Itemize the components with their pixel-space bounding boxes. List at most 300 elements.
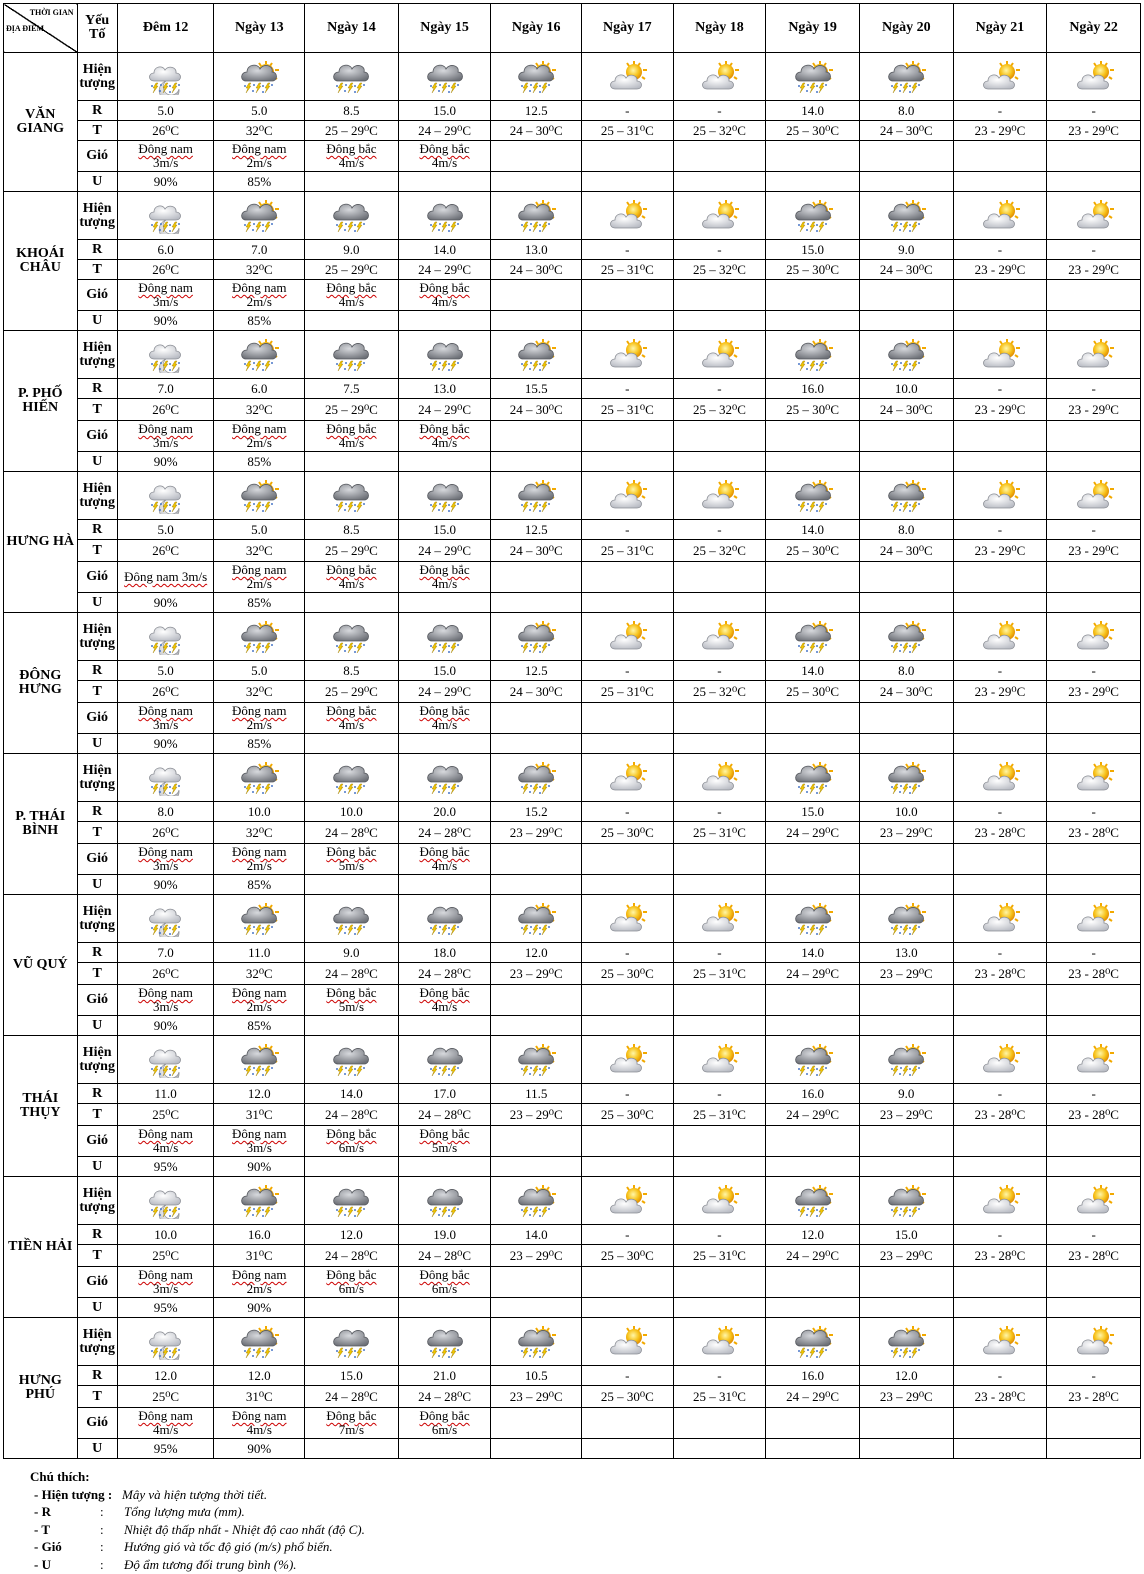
rain-value: 14.0: [766, 943, 860, 963]
humidity-value: [398, 452, 491, 472]
rain-value: 19.0: [398, 1225, 491, 1245]
rain-value: 17.0: [398, 1084, 491, 1104]
icon-cell: [398, 1036, 491, 1084]
icon-cell: [214, 1036, 305, 1084]
element-label: T: [77, 540, 117, 562]
sun-thunderstorm-icon: [516, 901, 556, 937]
icon-cell: [305, 1177, 399, 1225]
icon-cell: [491, 1177, 582, 1225]
sun-thunderstorm-icon: [516, 1324, 556, 1360]
phenomenon-row: [4, 895, 1141, 943]
temperature-value: 24 – 29⁰C: [398, 121, 491, 141]
humidity-value: 90%: [117, 593, 214, 613]
humidity-value: [673, 1298, 766, 1318]
wind-speed: 4m/s: [431, 435, 458, 450]
element-label: R: [77, 802, 117, 822]
wind-value: [953, 421, 1047, 452]
icon-cell: [673, 192, 766, 240]
humidity-value: [398, 734, 491, 754]
wind-value: [582, 421, 674, 452]
temperature-value: 23 - 29⁰C: [953, 399, 1047, 421]
rain-value: 14.0: [766, 661, 860, 681]
partly-sunny-icon: [607, 1183, 647, 1219]
partly-sunny-icon: [607, 198, 647, 234]
wind-value: [398, 421, 491, 452]
element-label: T: [77, 1386, 117, 1408]
temperature-value: 31⁰C: [214, 1386, 305, 1408]
legend-item: [30, 1521, 365, 1539]
humidity-value: [398, 1298, 491, 1318]
wind-value: [582, 1408, 674, 1439]
wind-direction: Đông bắc: [419, 703, 470, 718]
sun-thunderstorm-icon: [793, 619, 833, 655]
icon-cell: [1047, 613, 1141, 661]
rain-value: 15.5: [491, 379, 582, 399]
element-label: U: [77, 1298, 117, 1318]
rain-value: 8.5: [305, 520, 399, 540]
humidity-value: [859, 593, 953, 613]
wind-speed: 2m/s: [246, 435, 272, 450]
temperature-value: 26⁰C: [117, 822, 214, 844]
wind-value: [117, 421, 214, 452]
legend-title: Chú thích:: [30, 1469, 90, 1484]
icon-cell: [214, 331, 305, 379]
icon-cell: [214, 192, 305, 240]
icon-cell: [859, 1036, 953, 1084]
icon-cell: [398, 192, 491, 240]
wind-value: [1047, 421, 1141, 452]
humidity-value: [673, 1016, 766, 1036]
partly-sunny-icon: [607, 1042, 647, 1078]
humidity-value: 90%: [214, 1157, 305, 1177]
partly-sunny-icon: [607, 478, 647, 514]
wind-value: [214, 844, 305, 875]
element-label: U: [77, 1439, 117, 1459]
humidity-value: [859, 452, 953, 472]
phenomenon-row: [4, 1036, 1141, 1084]
wind-direction: Đông bắc: [419, 141, 470, 156]
icon-cell: [117, 472, 214, 520]
temperature-row: [4, 1104, 1141, 1126]
element-label: Hiện tượng: [77, 895, 117, 943]
partly-sunny-icon: [1074, 59, 1114, 95]
temperature-value: 26⁰C: [117, 399, 214, 421]
temperature-value: 25⁰C: [117, 1245, 214, 1267]
forecast-table: [3, 3, 1141, 1459]
rain-value: 14.0: [305, 1084, 399, 1104]
icon-cell: [673, 754, 766, 802]
rain-value: 16.0: [766, 379, 860, 399]
legend-text: Tổng lượng mưa (mm).: [124, 1504, 245, 1519]
wind-direction: Đông bắc: [326, 562, 377, 577]
rain-value: 10.0: [859, 802, 953, 822]
temperature-value: 25 – 30⁰C: [766, 260, 860, 280]
temperature-value: 32⁰C: [214, 260, 305, 280]
legend-item: [30, 1486, 365, 1504]
humidity-value: [305, 875, 399, 895]
humidity-row: [4, 1016, 1141, 1036]
rain-value: 10.0: [117, 1225, 214, 1245]
wind-speed: 3m/s: [152, 717, 179, 732]
wind-speed: 4m/s: [338, 576, 365, 591]
wind-speed: 4m/s: [431, 576, 458, 591]
humidity-value: [398, 1439, 491, 1459]
legend-key: - T: [34, 1521, 51, 1537]
location-name: P. THÁI BÌNH: [4, 754, 78, 895]
humidity-value: [766, 593, 860, 613]
temperature-value: 25 – 29⁰C: [305, 399, 399, 421]
wind-value: [582, 703, 674, 734]
wind-value: [305, 562, 399, 593]
humidity-value: [305, 311, 399, 331]
legend-item: [30, 1503, 365, 1521]
icon-cell: [117, 331, 214, 379]
wind-speed: 6m/s: [338, 1281, 365, 1296]
wind-value: [491, 1126, 582, 1157]
sun-thunderstorm-icon: [516, 760, 556, 796]
wind-value: [766, 1408, 860, 1439]
wind-value: [305, 280, 399, 311]
humidity-value: [673, 311, 766, 331]
icon-cell: [398, 754, 491, 802]
temperature-value: 25 – 31⁰C: [673, 1245, 766, 1267]
wind-direction: Đông bắc: [326, 703, 377, 718]
wind-speed: 2m/s: [246, 999, 272, 1014]
icon-cell: [673, 472, 766, 520]
temperature-value: 24 – 28⁰C: [305, 963, 399, 985]
wind-value: [491, 985, 582, 1016]
icon-cell: [305, 1036, 399, 1084]
rain-value: 13.0: [491, 240, 582, 260]
wind-value: [305, 141, 399, 172]
wind-direction: Đông nam: [232, 1408, 287, 1423]
rain-value: -: [673, 802, 766, 822]
wind-value: [766, 985, 860, 1016]
temperature-value: 25⁰C: [117, 1386, 214, 1408]
icon-cell: [673, 331, 766, 379]
corner-time-label: THỜI GIAN: [29, 8, 74, 17]
icon-cell: [305, 1318, 399, 1366]
element-label: T: [77, 121, 117, 141]
temperature-value: 24 – 30⁰C: [491, 260, 582, 280]
wind-value: [766, 141, 860, 172]
rain-value: 12.0: [214, 1366, 305, 1386]
element-label: R: [77, 379, 117, 399]
icon-cell: [214, 1318, 305, 1366]
partly-sunny-icon: [1074, 198, 1114, 234]
temperature-value: 25 – 32⁰C: [673, 399, 766, 421]
sun-thunderstorm-icon: [886, 198, 926, 234]
location-name: P. PHỐ HIẾN: [4, 331, 78, 472]
temperature-value: 26⁰C: [117, 260, 214, 280]
humidity-row: [4, 875, 1141, 895]
location-name: KHOÁI CHÂU: [4, 192, 78, 331]
wind-value: [582, 1126, 674, 1157]
humidity-value: [398, 1016, 491, 1036]
wind-speed: 5m/s: [431, 1140, 458, 1155]
wind-value: [766, 844, 860, 875]
wind-value: [214, 1267, 305, 1298]
wind-value: [1047, 1267, 1141, 1298]
wind-speed: 3m/s: [152, 1281, 179, 1296]
humidity-value: [1047, 172, 1141, 192]
icon-cell: [582, 895, 674, 943]
wind-direction: Đông nam: [138, 844, 193, 859]
temperature-value: 25⁰C: [117, 1104, 214, 1126]
icon-cell: [859, 1177, 953, 1225]
cloudy-night-thunderstorm-icon: [146, 619, 186, 655]
rain-value: 9.0: [859, 240, 953, 260]
humidity-value: [398, 172, 491, 192]
wind-row: [4, 141, 1141, 172]
rain-row: [4, 101, 1141, 121]
icon-cell: [953, 1318, 1047, 1366]
rain-value: -: [673, 1366, 766, 1386]
rain-value: 5.0: [117, 101, 214, 121]
temperature-value: 23 – 29⁰C: [859, 963, 953, 985]
humidity-value: [491, 311, 582, 331]
wind-value: [859, 280, 953, 311]
rain-value: 9.0: [859, 1084, 953, 1104]
wind-direction: Đông bắc: [419, 280, 470, 295]
humidity-value: [305, 1439, 399, 1459]
icon-cell: [766, 895, 860, 943]
wind-value: [214, 280, 305, 311]
temperature-row: [4, 1386, 1141, 1408]
wind-direction: Đông bắc: [326, 1126, 377, 1141]
temperature-value: 23 – 29⁰C: [859, 1245, 953, 1267]
humidity-value: [953, 1016, 1047, 1036]
icon-cell: [766, 754, 860, 802]
element-label: Hiện tượng: [77, 472, 117, 520]
element-label: Gió: [77, 1126, 117, 1157]
icon-cell: [1047, 1036, 1141, 1084]
cloudy-night-thunderstorm-icon: [146, 1042, 186, 1078]
sun-thunderstorm-icon: [239, 59, 279, 95]
day-header: Ngày 19: [766, 4, 860, 53]
partly-sunny-icon: [1074, 337, 1114, 373]
wind-value: [1047, 985, 1141, 1016]
wind-value: [491, 703, 582, 734]
wind-value: [673, 1267, 766, 1298]
wind-speed: 4m/s: [431, 717, 458, 732]
icon-cell: [766, 192, 860, 240]
legend-colon: :: [100, 1521, 104, 1537]
wind-value: [491, 280, 582, 311]
wind-speed: 4m/s: [152, 1140, 179, 1155]
wind-value: [1047, 1126, 1141, 1157]
sun-thunderstorm-icon: [239, 760, 279, 796]
element-label: R: [77, 240, 117, 260]
wind-value: [398, 844, 491, 875]
humidity-value: [582, 452, 674, 472]
day-header: Ngày 13: [214, 4, 305, 53]
element-label: R: [77, 943, 117, 963]
temperature-value: 23 - 28⁰C: [953, 1104, 1047, 1126]
icon-cell: [214, 472, 305, 520]
temperature-value: 23 - 29⁰C: [1047, 121, 1141, 141]
wind-value: [766, 562, 860, 593]
temperature-value: 25 – 31⁰C: [673, 1386, 766, 1408]
wind-direction: Đông bắc: [326, 1267, 377, 1282]
humidity-value: [859, 875, 953, 895]
humidity-value: [398, 1157, 491, 1177]
temperature-value: 25 – 31⁰C: [673, 822, 766, 844]
element-label: Gió: [77, 1408, 117, 1439]
wind-value: [491, 1267, 582, 1298]
sun-thunderstorm-icon: [886, 1183, 926, 1219]
partly-sunny-icon: [699, 901, 739, 937]
rain-value: -: [673, 1084, 766, 1104]
wind-speed: 4m/s: [431, 999, 458, 1014]
temperature-value: 32⁰C: [214, 399, 305, 421]
wind-direction: Đông nam: [232, 844, 287, 859]
humidity-value: 85%: [214, 311, 305, 331]
element-label: Hiện tượng: [77, 331, 117, 379]
rain-value: 12.5: [491, 520, 582, 540]
wind-value: [766, 1267, 860, 1298]
wind-speed: 3m/s: [152, 294, 179, 309]
partly-sunny-icon: [699, 619, 739, 655]
icon-cell: [582, 1177, 674, 1225]
humidity-row: [4, 1157, 1141, 1177]
humidity-value: 85%: [214, 734, 305, 754]
rain-value: -: [582, 1366, 674, 1386]
temperature-row: [4, 121, 1141, 141]
humidity-value: 95%: [117, 1298, 214, 1318]
rain-row: [4, 240, 1141, 260]
humidity-value: [953, 452, 1047, 472]
wind-value: [1047, 562, 1141, 593]
sun-thunderstorm-icon: [516, 1042, 556, 1078]
rain-value: 12.0: [305, 1225, 399, 1245]
element-label: Gió: [77, 421, 117, 452]
humidity-value: [582, 593, 674, 613]
thunderstorm-rain-icon: [331, 901, 371, 937]
wind-value: [673, 421, 766, 452]
humidity-value: 95%: [117, 1439, 214, 1459]
wind-value: [582, 985, 674, 1016]
icon-cell: [491, 754, 582, 802]
humidity-value: [673, 452, 766, 472]
temperature-value: 24 – 28⁰C: [398, 1386, 491, 1408]
icon-cell: [673, 1177, 766, 1225]
icon-cell: [582, 1318, 674, 1366]
rain-value: 6.0: [117, 240, 214, 260]
partly-sunny-icon: [980, 59, 1020, 95]
wind-speed: 3m/s: [152, 858, 179, 873]
element-label: R: [77, 661, 117, 681]
partly-sunny-icon: [980, 1324, 1020, 1360]
sun-thunderstorm-icon: [516, 198, 556, 234]
humidity-value: [305, 452, 399, 472]
rain-value: -: [953, 240, 1047, 260]
humidity-value: [953, 875, 1047, 895]
cloudy-night-thunderstorm-icon: [146, 1183, 186, 1219]
temperature-value: 23 - 28⁰C: [953, 1245, 1047, 1267]
corner-header: [4, 4, 78, 53]
wind-value: [673, 703, 766, 734]
rain-value: -: [582, 661, 674, 681]
thunderstorm-rain-icon: [425, 760, 465, 796]
rain-value: -: [673, 943, 766, 963]
element-column-header: Yếu Tố: [77, 4, 117, 53]
rain-value: -: [953, 802, 1047, 822]
legend-colon: :: [100, 1504, 104, 1519]
icon-cell: [953, 331, 1047, 379]
element-label: Hiện tượng: [77, 613, 117, 661]
temperature-value: 23 – 29⁰C: [491, 1104, 582, 1126]
element-label: Gió: [77, 985, 117, 1016]
humidity-value: [766, 172, 860, 192]
wind-value: [859, 421, 953, 452]
wind-direction: Đông nam 3m/s: [124, 569, 208, 584]
sun-thunderstorm-icon: [793, 337, 833, 373]
wind-value: [953, 1126, 1047, 1157]
sun-thunderstorm-icon: [886, 59, 926, 95]
temperature-value: 25 – 29⁰C: [305, 121, 399, 141]
partly-sunny-icon: [607, 760, 647, 796]
icon-cell: [953, 53, 1047, 101]
thunderstorm-rain-icon: [331, 619, 371, 655]
partly-sunny-icon: [980, 1042, 1020, 1078]
humidity-value: [398, 311, 491, 331]
icon-cell: [305, 613, 399, 661]
element-label: T: [77, 822, 117, 844]
humidity-value: [859, 311, 953, 331]
wind-value: [673, 844, 766, 875]
temperature-value: 24 – 30⁰C: [859, 540, 953, 562]
icon-cell: [117, 192, 214, 240]
wind-value: [117, 1267, 214, 1298]
rain-value: -: [1047, 943, 1141, 963]
humidity-value: 90%: [117, 452, 214, 472]
rain-value: 16.0: [766, 1084, 860, 1104]
temperature-value: 25 – 31⁰C: [582, 260, 674, 280]
rain-value: 11.0: [117, 1084, 214, 1104]
humidity-value: [491, 734, 582, 754]
temperature-value: 24 – 30⁰C: [859, 121, 953, 141]
wind-value: [117, 985, 214, 1016]
element-label: R: [77, 1366, 117, 1386]
phenomenon-row: [4, 472, 1141, 520]
sun-thunderstorm-icon: [886, 901, 926, 937]
temperature-value: 32⁰C: [214, 121, 305, 141]
partly-sunny-icon: [1074, 478, 1114, 514]
wind-value: [491, 141, 582, 172]
rain-value: 12.5: [491, 661, 582, 681]
temperature-value: 23 – 29⁰C: [491, 1245, 582, 1267]
humidity-value: 85%: [214, 593, 305, 613]
wind-value: [1047, 844, 1141, 875]
icon-cell: [398, 331, 491, 379]
wind-speed: 2m/s: [246, 858, 272, 873]
wind-direction: Đông nam: [138, 1126, 193, 1141]
element-label: Gió: [77, 703, 117, 734]
humidity-value: [953, 1439, 1047, 1459]
temperature-value: 23 - 29⁰C: [953, 681, 1047, 703]
sun-thunderstorm-icon: [239, 198, 279, 234]
phenomenon-row: [4, 53, 1141, 101]
rain-value: 12.0: [214, 1084, 305, 1104]
wind-value: [491, 421, 582, 452]
humidity-value: [766, 1157, 860, 1177]
humidity-value: [582, 1439, 674, 1459]
rain-row: [4, 661, 1141, 681]
wind-value: [117, 844, 214, 875]
humidity-value: 85%: [214, 1016, 305, 1036]
rain-value: -: [1047, 1084, 1141, 1104]
